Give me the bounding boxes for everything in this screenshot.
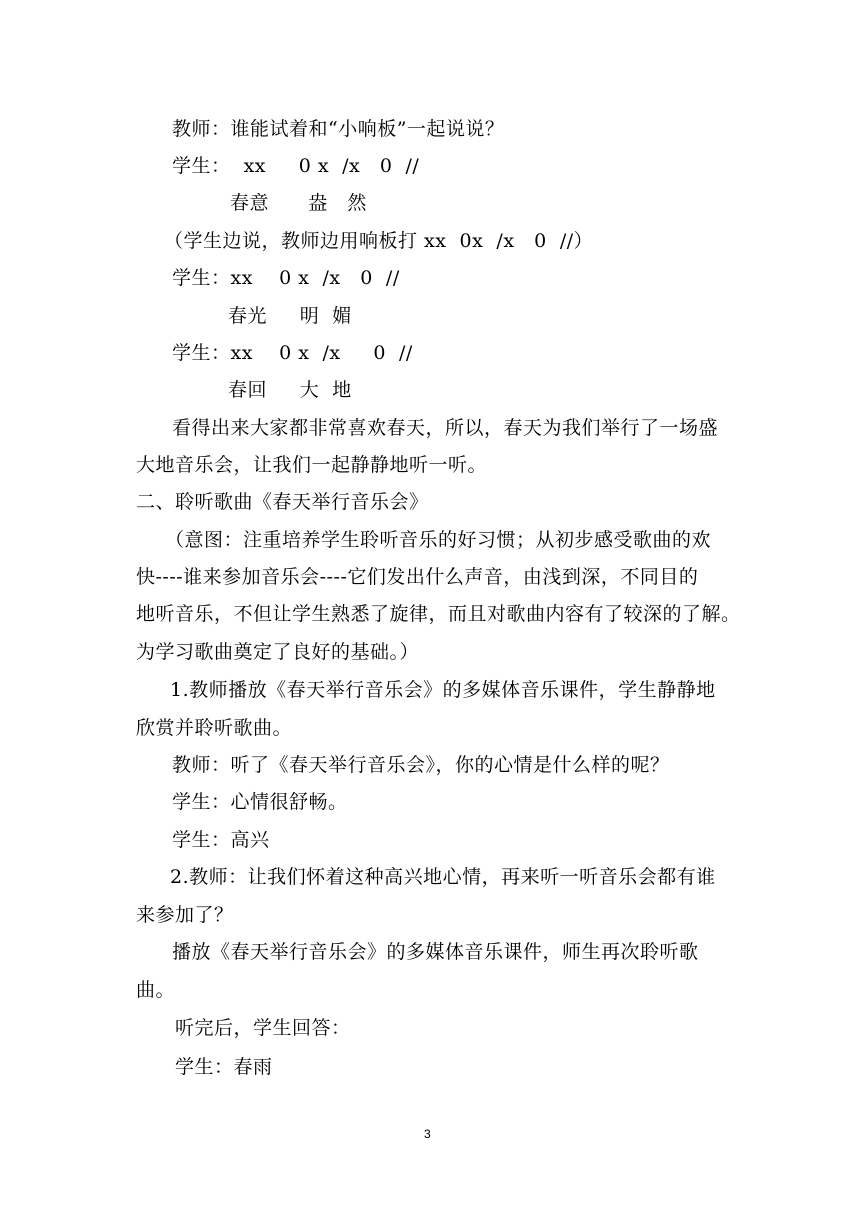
dialogue-line: 学生：高兴 [172,829,270,851]
dialogue-line: 学生： xx 0 x /x 0 // [172,155,420,177]
stage-direction: （学生边说，教师边用响板打 xx 0x /x 0 //） [164,230,594,252]
paragraph-line: 看得出来大家都非常喜欢春天，所以，春天为我们举行了一场盛 [172,417,719,439]
dialogue-line: 学生：xx 0 x /x 0 // [172,267,400,289]
paragraph-line: 播放《春天举行音乐会》的多媒体音乐课件，师生再次聆听歌 [172,941,699,963]
rhythm-lyric-line: 春意 盎 然 [230,192,367,214]
section-heading: 二、聆听歌曲《春天举行音乐会》 [136,491,429,513]
paragraph-line: 曲。 [136,979,176,1001]
paragraph-line: 听完后，学生回答： [175,1017,351,1039]
paragraph-line: 来参加了？ [136,904,234,926]
paragraph-line: 2.教师：让我们怀着这种高兴地心情，再来听一听音乐会都有谁 [170,866,716,888]
rhythm-lyric-line: 春回 大 地 [228,379,352,401]
paragraph-line: 快----谁来参加音乐会----它们发出什么声音，由浅到深，不同目的 [136,566,699,588]
dialogue-line: 教师：听了《春天举行音乐会》，你的心情是什么样的呢？ [172,754,670,776]
paragraph-line: 为学习歌曲奠定了良好的基础。） [136,641,420,663]
dialogue-line: 学生：心情很舒畅。 [172,791,348,813]
page-number: 3 [424,1127,431,1141]
rhythm-lyric-line: 春光 明 媚 [228,305,352,327]
dialogue-line: 学生：xx 0 x /x 0 // [172,342,413,364]
paragraph-line: （意图：注重培养学生聆听音乐的好习惯；从初步感受歌曲的欢 [165,529,712,551]
paragraph-line: 1.教师播放《春天举行音乐会》的多媒体音乐课件，学生静静地 [170,679,716,701]
paragraph-line: 大地音乐会，让我们一起静静地听一听。 [136,454,488,476]
paragraph-line: 欣赏并聆听歌曲。 [136,717,293,739]
dialogue-line: 学生：春雨 [175,1056,273,1078]
paragraph-line: 地听音乐，不但让学生熟悉了旋律，而且对歌曲内容有了较深的了解。 [136,603,741,625]
dialogue-line: 教师：谁能试着和“小响板”一起说说？ [172,118,505,140]
